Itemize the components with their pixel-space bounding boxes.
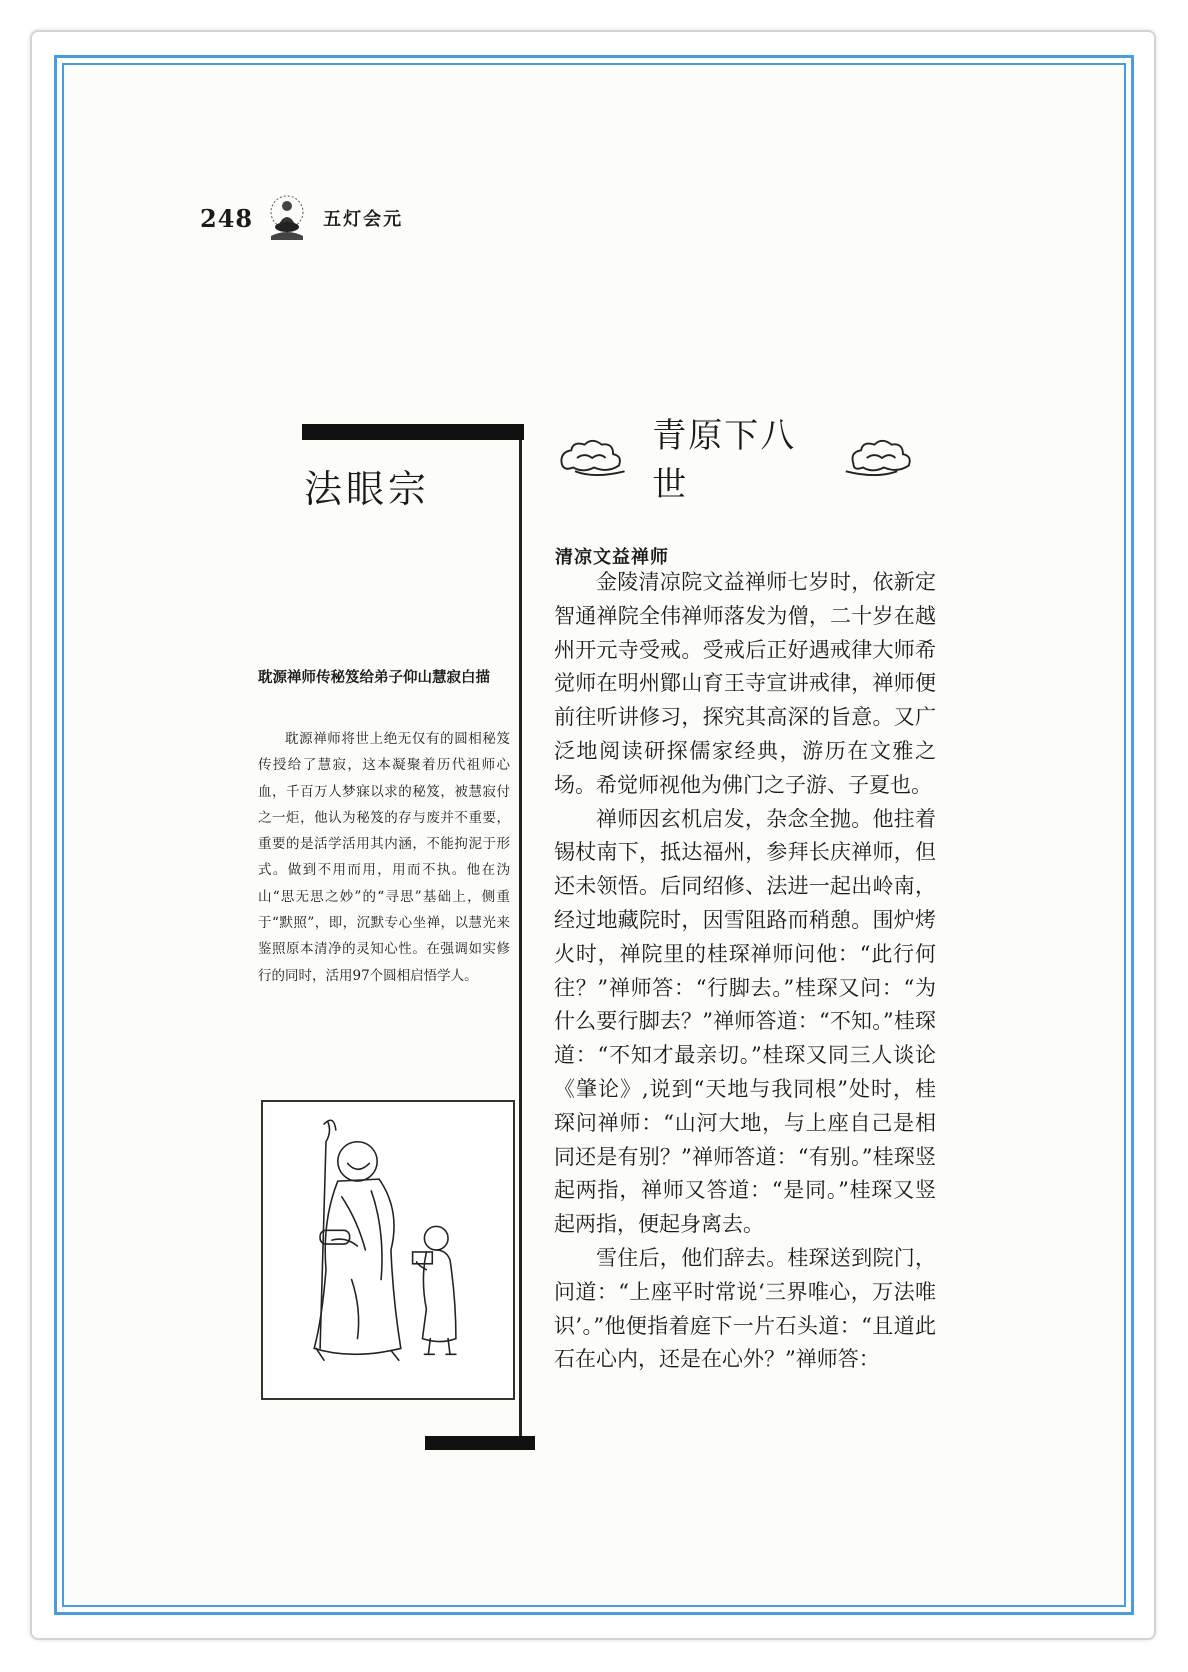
sidebar-top-bar xyxy=(302,424,524,440)
auspicious-cloud-icon xyxy=(842,434,916,480)
article-paragraph: 金陵清凉院文益禅师七岁时，依新定智通禅院全伟禅师落发为僧，二十岁在越州开元寺受戒。受戒后正好遇戒律大师希觉师在明州鄮山育王寺宣讲戒律，禅师便前往听讲修习，探究其高深的旨意。又广泛地阅读研探儒家经典，游历在文雅之场。希觉师视他为佛门之子游、子夏也。 xyxy=(554,570,936,797)
caption-body: 耽源禅师将世上绝无仅有的圆相秘笈传授给了慧寂，这本凝聚着历代祖师心血，千百万人梦寐以求的秘笈，被慧寂付之一炬，他认为秘笈的存与废并不重要，重要的是活学活用其内涵，不能拘泥于形式。做到不用而用，用而不执。他在沩山“思无思之妙”的“寻思”基础上，侧重于“默照”，即，沉默专心坐禅，以慧光来鉴照原本清净的灵知心性。在强调如实修行的同时，活用97个圆相启悟学人。 xyxy=(258,731,510,984)
article-paragraph: 禅师因玄机启发，杂念全抛。他拄着锡杖南下，抵达福州，参拜长庆禅师，但还未领悟。后同绍修、法进一起出岭南，经过地藏院时，因雪阻路而稍憩。围炉烤火时，禅院里的桂琛禅师问他：“此行何往？”禅师答：“行脚去。”桂琛又问：“为什么要行脚去？”禅师答道：“不知。”桂琛道：“不知才最亲切。”桂琛又同三人谈论《肇论》,说到“天地与我同根”处时，桂琛问禅师：“山河大地，与上座自己是相同还是有别？”禅师答道：“有别。”桂琛竖起两指，禅师又答道：“是同。”桂琛又竖起两指，便起身离去。 xyxy=(554,806,936,1237)
article-paragraph: 雪住后，他们辞去。桂琛送到院门，问道：“上座平时常说‘三界唯心，万法唯识’。”他便指着庭下一片石头道：“且道此石在心内，还是在心外？”禅师答： xyxy=(554,1245,936,1372)
page-number: 248 xyxy=(200,203,254,233)
article-title: 清凉文益禅师 xyxy=(555,547,669,568)
auspicious-cloud-icon xyxy=(556,434,630,480)
school-title: 法眼宗 xyxy=(304,467,431,511)
seated-buddha-icon xyxy=(265,194,309,242)
sidebar-divider xyxy=(519,440,522,1450)
caption-title: 耽源禅师传秘笈给弟子仰山慧寂白描 xyxy=(258,669,490,686)
page-header xyxy=(200,198,403,238)
section-title: 青原下八世 xyxy=(652,416,797,505)
sidebar-bottom-bar xyxy=(425,1436,535,1450)
monk-and-disciple-icon xyxy=(263,1102,513,1398)
section-heading xyxy=(556,416,916,505)
monk-illustration xyxy=(261,1100,515,1400)
book-title: 五灯会元 xyxy=(323,209,404,230)
article-body xyxy=(554,566,936,1377)
